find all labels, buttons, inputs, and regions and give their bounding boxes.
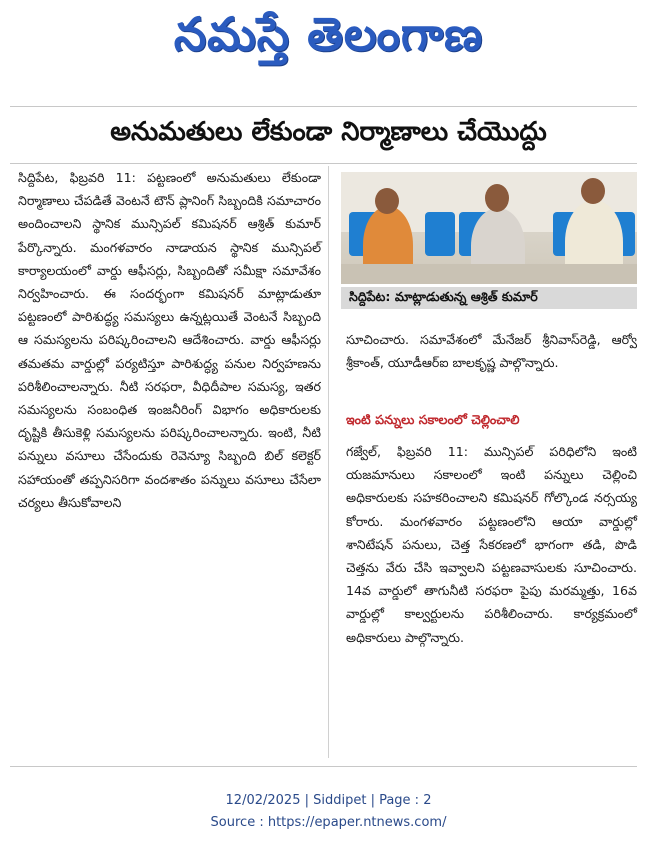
photo-person-head xyxy=(375,188,399,214)
photo-table xyxy=(341,264,637,284)
photo-person-head xyxy=(485,184,509,212)
footer-rule xyxy=(10,766,637,767)
column-divider xyxy=(328,166,329,758)
masthead-title: నమస్తే తెలంగాణ xyxy=(173,7,484,61)
news-photo xyxy=(341,172,637,284)
headline-bottom-rule xyxy=(10,163,637,164)
photo-chair xyxy=(425,212,455,256)
masthead xyxy=(0,4,657,76)
footer-source-line: Source : https://epaper.ntnews.com/ xyxy=(210,815,447,830)
photo-person-head xyxy=(581,178,605,204)
footer xyxy=(0,790,657,834)
article-body: సిద్దిపేట, ఫిబ్రవరి 11: పట్టణంలో అనుమతులు లేకుండా నిర్మాణాలు చేపడితే వెంటనే టౌన్ ప్లానింగ్ సిబ్బందికి సమాచారం అందించాలని స్థానిక మున్సిపల్ కమిషనర్ ఆశ్రిత్ కుమార్ పేర్కొన్నారు. మంగళవారం నాడాయన స్థానిక మున్సిపల్ కార్యాలయంలో వార్డు ఆఫీసర్లు, సిబ్బందితో సమీక్షా సమావేశం నిర్వహించారు. ఈ సందర్భంగా కమిషనర్ మాట్లాడుతూ పట్టణంలో పారిశుద్ధ్య సమస్యలు ఉన్నట్లయితే వెంటనే సిబ్బంది ఆ సమస్యలను పరిష్కరించాలని ఆదేశించారు. వార్డు ఆఫీసర్లు తమతమ వార్డుల్లో పర్యటిస్తూ పారిశుద్ధ్య పనుల నిర్వహణను పరిశీలించాలన్నారు. నీటి సరఫరా, వీధిదీపాల సమస్య, ఇతర సమస్యలను సంబంధిత ఇంజనీరింగ్ విభాగం అధికారులకు దృష్టికి తీసుకెళ్లి సమస్యలను పరిష్కరించాలన్నారు. ఇంటి, నీటి పన్నులు వసూలు చేసేందుకు రెవెన్యూ సిబ్బంది బిల్ కలెక్టర్ సహాయంతో తప్పనిసరిగా వందశాతం పన్నులు వసూలు చేసేలా చర్యలు తీసుకోవాలని xyxy=(18,170,321,510)
article-continued: సూచించారు. సమావేశంలో మేనేజర్ శ్రీనివాస్‌రెడ్డి, ఆర్వో శ్రీకాంత్, యూడీఆర్ఐ బాలకృష్ణ పాల్గొన్నారు. xyxy=(346,332,637,371)
sidebar-subhead: ఇంటి పన్నులు సకాలంలో చెల్లించాలి xyxy=(346,412,520,427)
photo-caption: సిద్దిపేట: మాట్లాడుతున్న ఆశ్రిత్ కుమార్ xyxy=(341,287,637,309)
headline: అనుమతులు లేకుండా నిర్మాణాలు చేయొద్దు xyxy=(110,117,547,147)
footer-date-line: 12/02/2025 | Siddipet | Page : 2 xyxy=(225,793,432,808)
sidebar-story-body: గజ్వేల్, ఫిబ్రవరి 11: మున్సిపల్ పరిధిలోని ఇంటి యజమానులు సకాలంలో ఇంటి పన్నులు చెల్లించి అధికారులకు సహకరించాలని కమిషనర్ గోల్కొండ నర్సయ్య కోరారు. మంగళవారం పట్టణంలోని ఆయా వార్డుల్లో శానిటేషన్ పనులు, చెత్త సేకరణలో భాగంగా తడి, పొడి చెత్తను వేరు చేసి ఇవ్వాలని పట్టణవాసులకు సూచించారు. 14వ వార్డులో తాగునీటి సరఫరా పైపు మరమ్మత్తు, 16వ వార్డుల్లో కాల్వర్టులను పరిశీలించారు. కార్యక్రమంలో అధికారులు పాల్గొన్నారు. xyxy=(346,444,637,645)
headline-top-rule xyxy=(10,106,637,107)
